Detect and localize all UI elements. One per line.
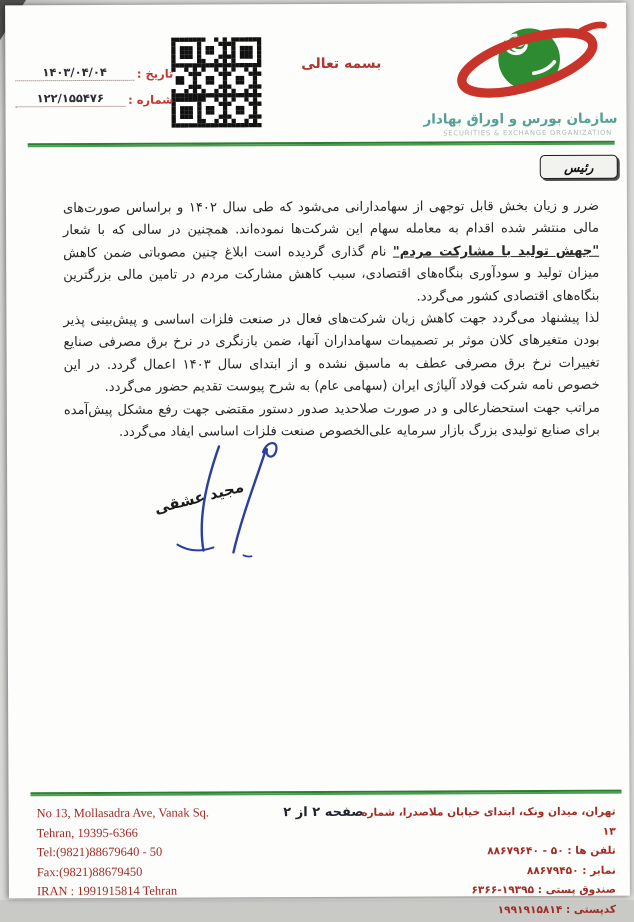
footer-en-line: Fax:(9821)88679450: [36, 864, 143, 879]
number-label: شماره :: [128, 92, 174, 107]
letter-meta: [15, 65, 173, 118]
footer-fa-line: کدپستی : ۱۹۹۱۹۱۵۸۱۴: [497, 903, 617, 916]
footer-fa-line: تهران، میدان ونک، ابتدای خیابان ملاصدرا، شماره ۱۳: [361, 805, 616, 838]
footer-fa-line: تلفن ها : ۵۰ - ۸۸۶۷۹۶۴۰: [487, 844, 616, 858]
signer-name: مجید عشقی: [152, 477, 246, 518]
footer-fa-line: صندوق پستی : ۱۹۳۹۵-۶۳۶۶: [471, 883, 616, 897]
footer-en-line: IRAN : 1991915814 Tehran: [36, 883, 178, 899]
footer-en-line: No 13, Mollasadra Ave, Vanak Sq.: [36, 805, 210, 821]
footer-en-line: Tehran, 19395-6366: [36, 825, 138, 840]
org-name-english: SECURITIES & EXCHANGE ORGANIZATION: [443, 128, 613, 138]
paragraph-2: لذا پیشنهاد می‌گردد جهت کاهش زیان شرکت‌های فعال در صنعت فلزات اساسی و پیش‌بینی پذیر بودن متغیرهای کلان موثر بر تصمیمات سهامداران آنها، ضمن بازنگری در نرخ برق مصرفی صنایع تغییرات نرخ برق مصرفی عطف به ماسبق نشده و از ابتدای سال ۱۴۰۳ اعمال گردد. در این خصوص نامه شرکت فولاد آلیاژی ایران (سهامی عام) به شرح پیوست تقدیم حضور می‌گردد.: [63, 310, 600, 396]
signature-block: [115, 436, 346, 559]
org-name-farsi: سازمان بورس و اوراق بهادار: [423, 110, 618, 128]
letter-page: [5, 3, 630, 916]
number-row: [15, 91, 173, 108]
qr-code-icon: [171, 37, 261, 127]
footer-en-line: Tel:(9821)88679640 - 50: [36, 844, 163, 860]
footer-address-farsi: [361, 803, 617, 921]
p1-slogan: "جهش تولید با مشارکت مردم": [392, 243, 600, 260]
p1-lead: ضرر و زیان بخش قابل توجهی از سهامدارانی می‌شود که طی سال ۱۴۰۲ و براساس صورت‌های مالی منتشر شده اقدام به معامله سهام این شرکت‌ها نموده‌اند. همچنین در سالی که با شعار: [62, 198, 600, 239]
footer-fa-line: نمابر : ۸۸۶۷۹۴۵۰: [526, 864, 616, 877]
seo-globe-swoosh-icon: [443, 13, 611, 110]
page-number: صفحه ۲ از ۲: [283, 804, 364, 821]
paragraph-3: مراتب جهت استحضارعالی و در صورت صلاحدید صدور دستور مقتضی جهت رفع مشکل پیش‌آمده برای صنایع تولیدی بزرگ بازار سرمایه علی‌الخصوص صنعت فلزات اساسی ایفاد می‌گردد.: [63, 400, 600, 440]
date-label: تاریخ :: [136, 66, 174, 81]
footer-divider: [30, 790, 621, 797]
header-divider: [28, 141, 615, 148]
organization-logo: [423, 13, 618, 138]
date-value: ۱۴۰۳/۰۴/۰۴: [15, 65, 134, 82]
number-value: ۱۲۲/۱۵۵۴۷۶: [15, 91, 125, 107]
bismillah-text: بسمه تعالی: [301, 55, 382, 73]
president-stamp: رئیس: [540, 155, 618, 179]
p1-tail: نام گذاری گردیده است ابلاغ چنین مصوباتی ضمن کاهش میزان تولید و سودآوری بنگاه‌های اقتصادی، سبب کاهش مشارکت مردم در تامین مالی بزرگترین بنگاه‌های اقتصادی کشور می‌گردد.: [63, 244, 600, 305]
date-row: [15, 65, 173, 82]
letter-body: [63, 196, 600, 445]
paragraph-1: [63, 196, 599, 310]
